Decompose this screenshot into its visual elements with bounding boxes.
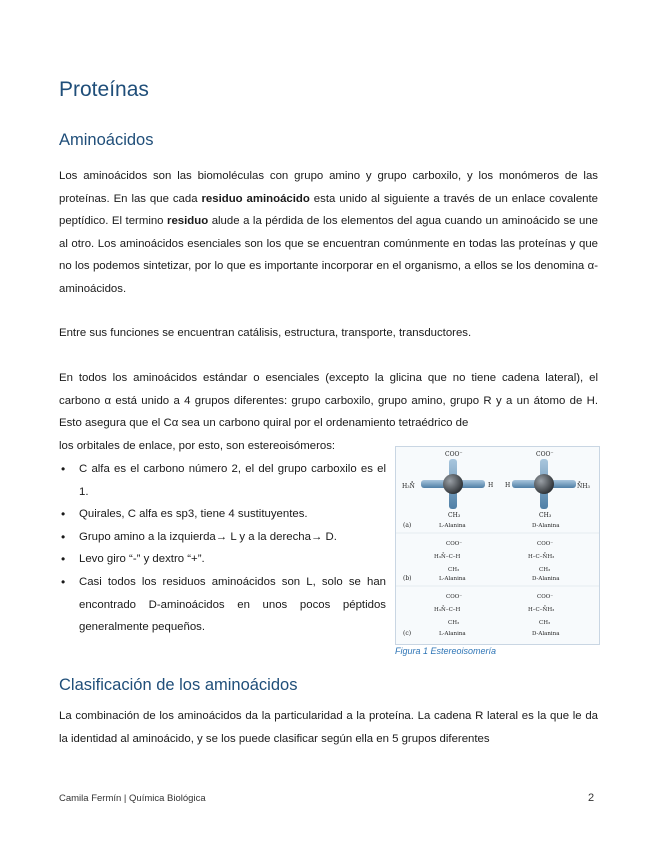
label-coo: COO⁻ [536,451,554,458]
row-label-b: (b) [403,575,412,582]
section-heading-aminoacidos: Aminoácidos [59,131,154,149]
label-coo: COO⁻ [446,541,463,547]
label-l-alanina: L-Alanina [439,576,466,582]
label-coo: COO⁻ [537,541,554,547]
label-coo: COO⁻ [446,594,463,600]
fischer-d-middle: H–C–N̊H₃ [528,554,555,560]
label-h: H [505,482,511,489]
label-nh3: H₃N̊ [402,483,415,490]
bold-term-residuo: residuo [167,215,209,228]
wedge-d-middle: H–C–N̊H₃ [528,607,555,613]
label-d-alanina: D-Alanina [532,631,560,637]
d-alanine-3d-model [512,459,576,509]
label-ch3: CH₃ [539,620,551,626]
text-run: los orbitales de enlace, por esto, son estereoisómeros: [59,439,336,452]
stereoisomer-figure [395,446,600,645]
label-l-alanina: L-Alanina [439,631,466,637]
label-ch3: CH₃ [448,512,461,519]
label-coo: COO⁻ [445,451,463,458]
fischer-l-middle: H₃N̊–C–H [434,554,461,560]
paragraph-intro [59,165,598,301]
label-coo: COO⁻ [537,594,554,600]
bullet-list [59,458,386,639]
wedge-l-middle: H₃N̊–C–H [434,607,461,613]
label-nh3: N̊H₃ [577,483,590,490]
page-number: 2 [588,792,595,804]
row-label-a: (a) [403,522,412,529]
bold-term-residuo-aminoacido: residuo aminoácido [201,192,310,205]
text-run: Los aminoácidos son las biomoléculas con grupo amino y grupo carboxilo, y los monómeros de las proteínas. En las que cada [59,170,598,205]
figure-caption: Figura 1 Estereoisomería [395,646,497,656]
row-label-c: (c) [403,630,412,637]
paragraph-clasificacion: La combinación de los aminoácidos da la particularidad a la proteína. La cadena R lateral es la que le da la identidad al aminoácido, y se los puede clasificar según ella en 5 grupos diferentes [59,710,598,745]
page-title: Proteínas [59,78,149,101]
label-ch3: CH₃ [539,512,552,519]
list-item: • C alfa es el carbono número 2, el del grupo carboxilo es el 1. [59,458,386,503]
paragraph-funciones: Entre sus funciones se encuentran catálisis, estructura, transporte, transductores. [59,327,472,339]
label-h: H [488,482,494,489]
text-run: En todos los aminoácidos estándar o esenciales (excepto la glicina que no tiene cadena lateral), el carbono α está unido a 4 grupos diferentes: grupo carboxilo, grupo amino, grupo R y a un átomo de H. Esto asegura que el Cα sea un carbono quiral por el ordenamiento tetraédrico de [59,372,598,430]
footer-author: Camila Fermín | Química Biológica [59,793,206,804]
text-run: esta unido al siguiente a través de un enlace covalente peptídico. El termino [59,192,598,228]
label-ch3: CH₃ [448,620,460,626]
label-ch3: CH₃ [539,567,551,573]
label-d-alanina: D-Alanina [532,576,560,582]
alanine-stereoisomers-diagram [396,447,599,644]
list-item: • Casi todos los residuos aminoácidos son L, solo se han encontrado D-aminoácidos en unos pocos péptidos generalmente pequeños. [59,571,386,639]
label-d-alanina: D-Alanina [532,523,560,529]
text-run: alude a la pérdida de los elementos del agua cuando un aminoácido se une al otro. Los aminoácidos esenciales son los que se encuentran comúnmente en todas las proteínas y que no los podemos sintetizar, por lo que es importante incorporar en el organismo, a ellos se los denomina α-aminoácidos. [59,215,599,295]
list-item: • Quirales, C alfa es sp3, tiene 4 sustituyentes. [59,503,386,526]
label-ch3: CH₃ [448,567,460,573]
label-l-alanina: L-Alanina [439,523,466,529]
section-heading-clasificacion: Clasificación de los aminoácidos [59,676,298,694]
list-item: • Grupo amino a la izquierda→ L y a la derecha→ D. [59,526,386,549]
list-item: • Levo giro “-” y dextro “+”. [59,548,386,571]
paragraph-carbono-alfa [59,367,598,457]
l-alanine-3d-model [421,459,485,509]
